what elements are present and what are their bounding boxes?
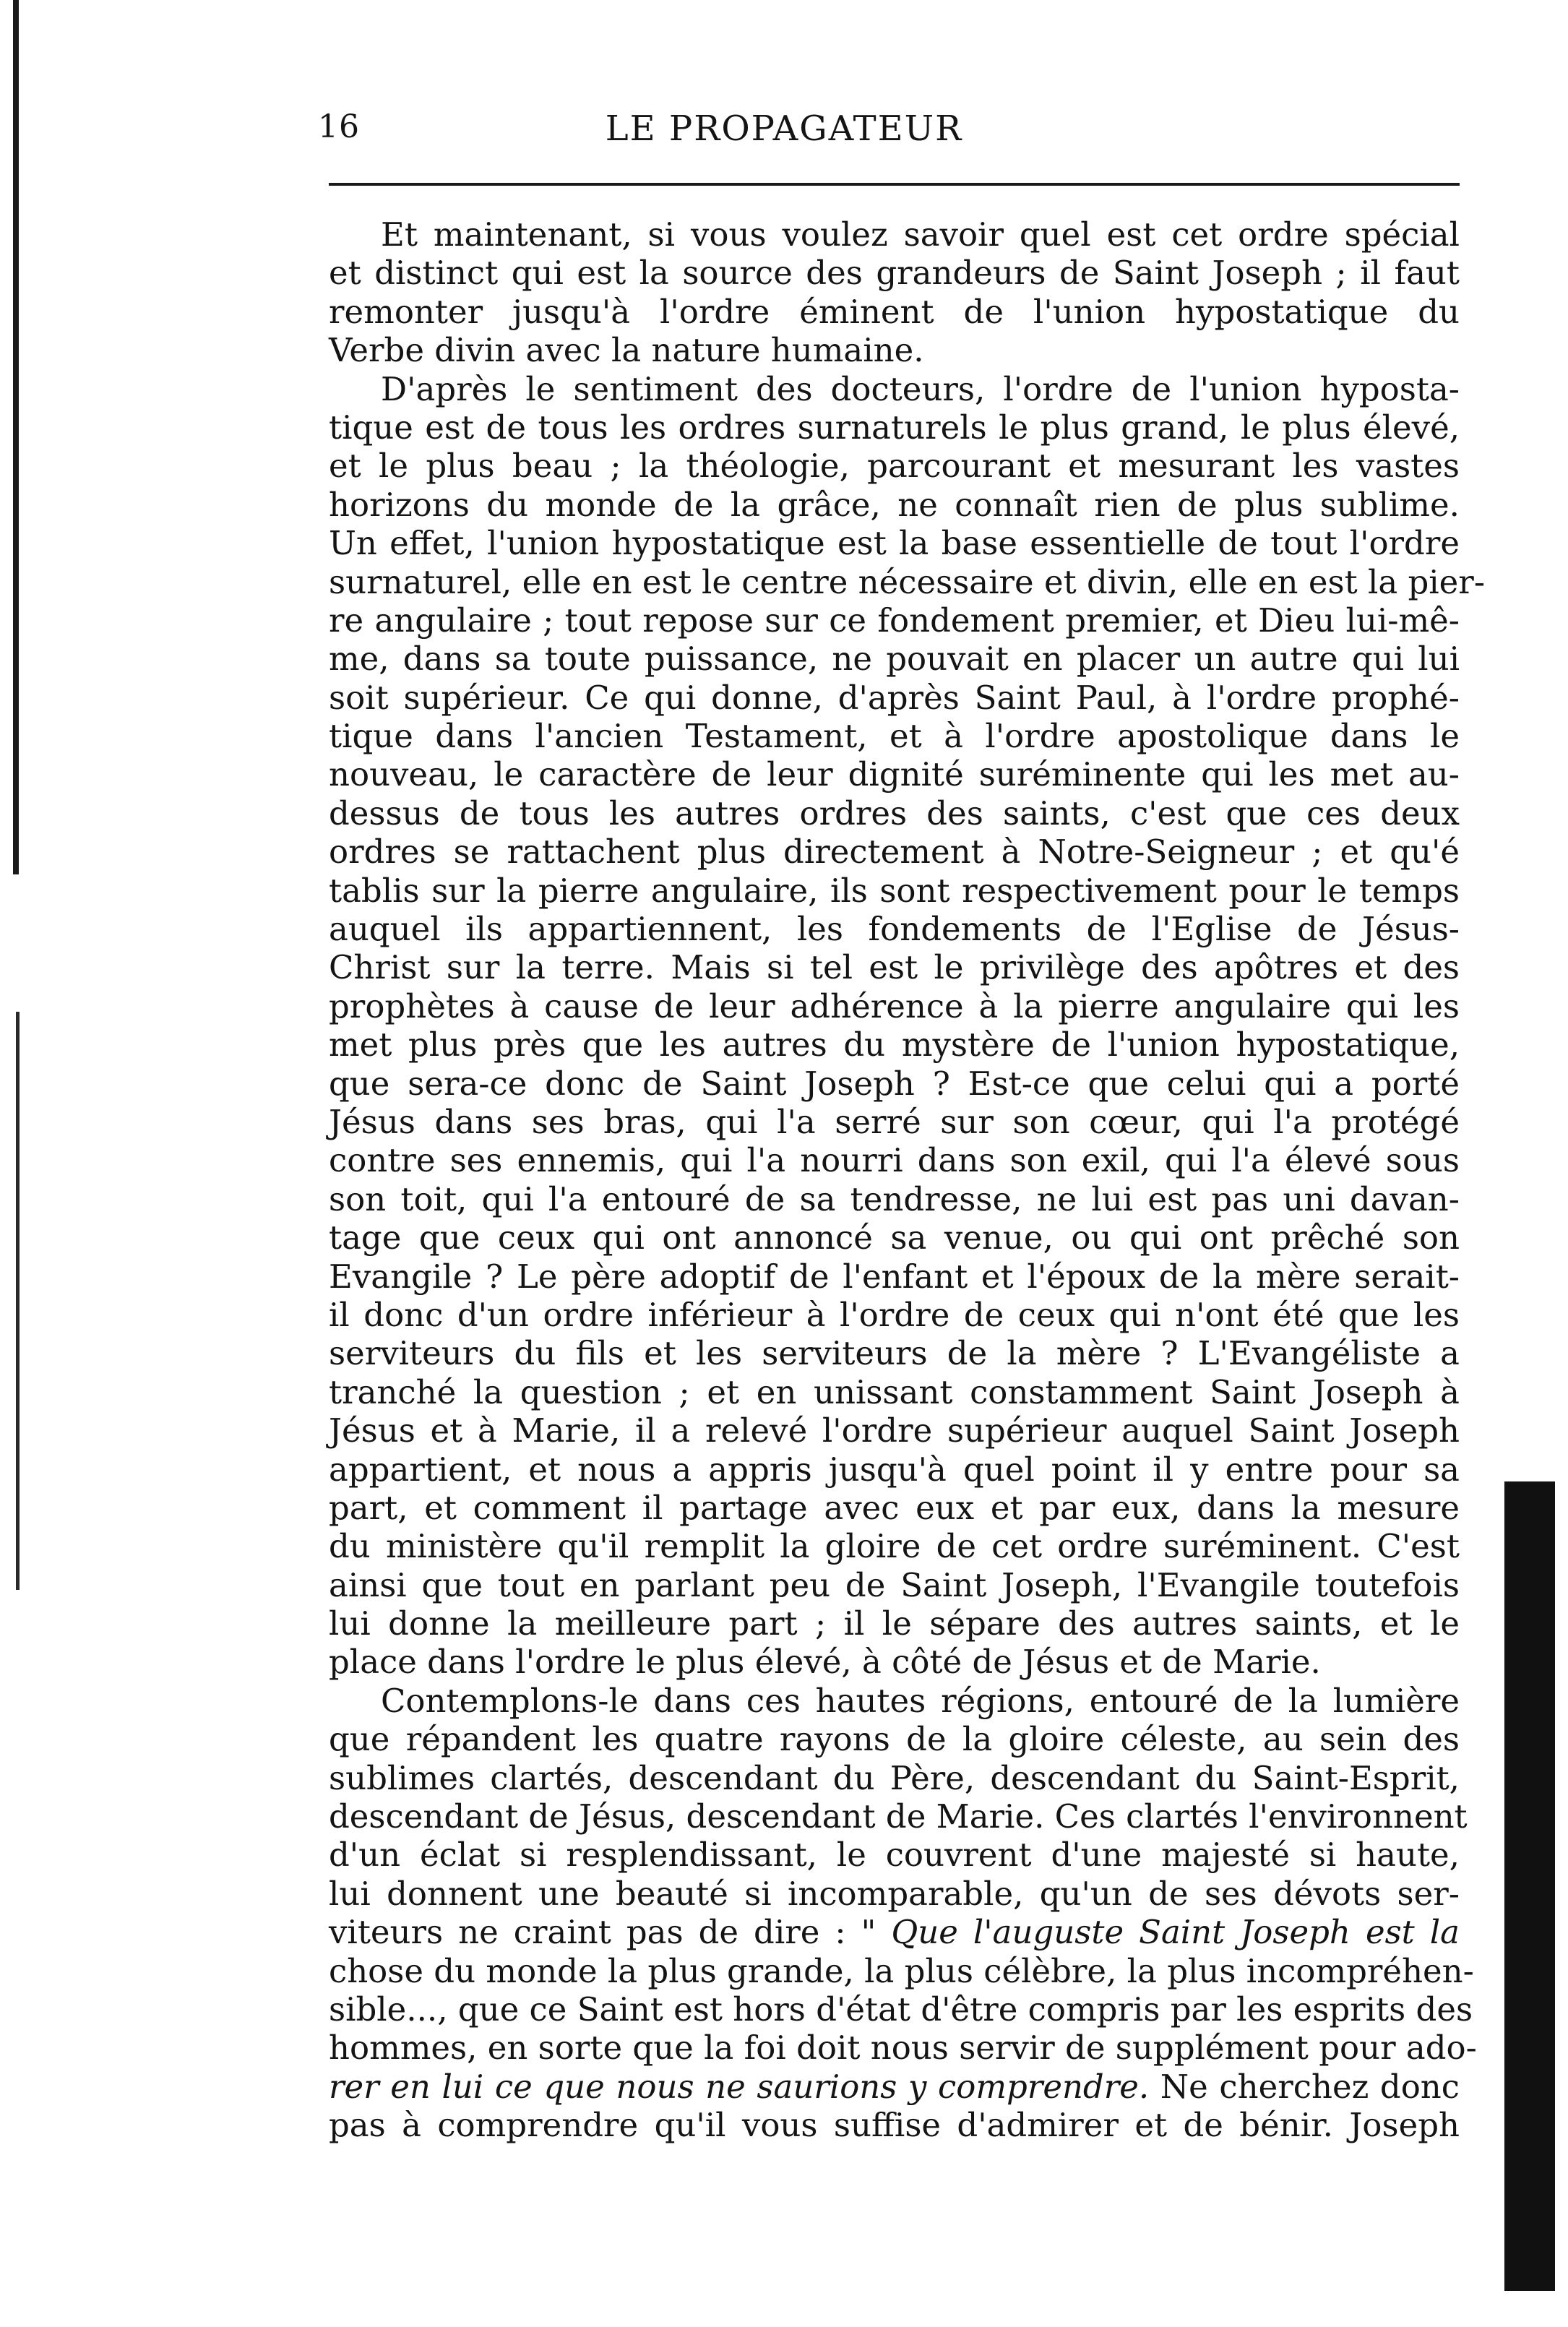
text-line: tique dans l'ancien Testament, et à l'ordre apostolique dans le (329, 717, 1460, 756)
quotation-line: hommes, en sorte que la foi doit nous servir de supplément pour ado- (329, 2029, 1477, 2068)
text-line: part, et comment il partage avec eux et par eux, dans la mesure (329, 1488, 1460, 1527)
text-line-roman: viteurs ne craint pas de dire : " (329, 1913, 892, 1952)
text-line: appartient, et nous a appris jusqu'à quel point il y entre pour sa (329, 1450, 1460, 1489)
text-line: d'un éclat si resplendissant, le couvrent d'une majesté si haute, (329, 1836, 1460, 1875)
text-line: prophètes à cause de leur adhérence à la pierre angulaire qui les (329, 986, 1460, 1025)
text-line: du ministère qu'il remplit la gloire de cet ordre suréminent. C'est (329, 1527, 1460, 1566)
text-line: horizons du monde de la grâce, ne connaît rien de plus sublime. (329, 485, 1460, 524)
text-line: ainsi que tout en parlant peu de Saint Joseph, l'Evangile toutefois (329, 1565, 1460, 1604)
text-line: met plus près que les autres du mystère de l'union hypostatique, (329, 1025, 1460, 1064)
text-line: tage que ceux qui ont annoncé sa venue, ou qui ont prêché son (329, 1218, 1460, 1257)
page-number: 16 (318, 108, 360, 145)
text-line: Verbe divin avec la nature humaine. (329, 331, 924, 370)
text-line-final: pas à comprendre qu'il vous suffise d'admirer et de bénir. Joseph (329, 2106, 1460, 2145)
header-rule (329, 183, 1460, 186)
text-line: Et maintenant, si vous voulez savoir quel est cet ordre spécial (381, 215, 1460, 254)
text-line: Jésus dans ses bras, qui l'a serré sur son cœur, qui l'a protégé (329, 1102, 1460, 1141)
text-line: sublimes clartés, descendant du Père, descendant du Saint-Esprit, (329, 1758, 1460, 1797)
text-line: D'après le sentiment des docteurs, l'ordre de l'union hyposta- (381, 369, 1460, 408)
text-line: Contemplons-le dans ces hautes régions, entouré de la lumière (381, 1681, 1460, 1720)
text-line: Jésus et à Marie, il a relevé l'ordre supérieur auquel Saint Joseph (329, 1411, 1460, 1450)
quotation-italic: rer en lui ce que nous ne saurions y comprendre. (329, 2067, 1150, 2106)
text-line: descendant de Jésus, descendant de Marie. Ces clartés l'environnent (329, 1797, 1468, 1836)
text-line: Evangile ? Le père adoptif de l'enfant et l'époux de la mère serait- (329, 1257, 1460, 1296)
text-line: et le plus beau ; la théologie, parcourant et mesurant les vastes (329, 447, 1460, 486)
quotation-italic: Que l'auguste Saint Joseph est la (891, 1913, 1460, 1952)
quotation-line: chose du monde la plus grande, la plus célèbre, la plus incompréhen- (329, 1951, 1474, 1990)
text-line: dessus de tous les autres ordres des saints, c'est que ces deux (329, 793, 1460, 833)
text-line: ordres se rattachent plus directement à Notre-Seigneur ; et qu'é (329, 833, 1460, 872)
text-line: lui donnent une beauté si incomparable, qu'un de ses dévots ser- (329, 1874, 1460, 1913)
scan-edge-left-lower (16, 1012, 20, 1590)
text-line: que répandent les quatre rayons de la gloire céleste, au sein des (329, 1720, 1460, 1759)
text-line: nouveau, le caractère de leur dignité suréminente qui les met au- (329, 755, 1460, 794)
text-line: me, dans sa toute puissance, ne pouvait en placer un autre qui lui (329, 640, 1460, 679)
text-line: Christ sur la terre. Mais si tel est le privilège des apôtres et des (329, 948, 1460, 987)
text-line: auquel ils appartiennent, les fondements de l'Eglise de Jésus- (329, 910, 1460, 949)
running-title: LE PROPAGATEUR (605, 108, 963, 149)
text-line (329, 2068, 1460, 2106)
scan-edge-right (1504, 1481, 1555, 2291)
text-line: lui donne la meilleure part ; il le sépare des autres saints, et le (329, 1604, 1460, 1643)
text-line: serviteurs du fils et les serviteurs de la mère ? L'Evangéliste a (329, 1334, 1460, 1373)
text-line: re angulaire ; tout repose sur ce fondement premier, et Dieu lui-mê- (329, 601, 1460, 640)
quotation-line: sible..., que ce Saint est hors d'état d'être compris par les esprits des (329, 1990, 1473, 2029)
text-line: il donc d'un ordre inférieur à l'ordre de ceux qui n'ont été que les (329, 1295, 1460, 1334)
text-line: tablis sur la pierre angulaire, ils sont respectivement pour le temps (329, 871, 1460, 910)
text-line: tranché la question ; et en unissant constamment Saint Joseph à (329, 1372, 1460, 1411)
text-line: et distinct qui est la source des grandeurs de Saint Joseph ; il faut (329, 254, 1460, 293)
text-line: contre ses ennemis, qui l'a nourri dans son exil, qui l'a élevé sous (329, 1141, 1460, 1180)
text-line: Un effet, l'union hypostatique est la base essentielle de tout l'ordre (329, 524, 1460, 563)
text-line (329, 1913, 1460, 1951)
body-text (329, 215, 1486, 2145)
text-line: remonter jusqu'à l'ordre éminent de l'union hypostatique du (329, 292, 1460, 331)
text-line-roman: Ne cherchez donc (1149, 2067, 1460, 2106)
body-lines (329, 215, 1486, 1913)
text-line: surnaturel, elle en est le centre nécessaire et divin, elle en est la pier- (329, 562, 1486, 601)
text-line: tique est de tous les ordres surnaturels le plus grand, le plus élevé, (329, 408, 1460, 447)
text-line: que sera-ce donc de Saint Joseph ? Est-ce que celui qui a porté (329, 1064, 1460, 1103)
text-line: place dans l'ordre le plus élevé, à côté de Jésus et de Marie. (329, 1643, 1321, 1682)
text-line: son toit, qui l'a entouré de sa tendresse, ne lui est pas uni davan- (329, 1179, 1460, 1218)
text-line: soit supérieur. Ce qui donne, d'après Saint Paul, à l'ordre prophé- (329, 678, 1460, 717)
